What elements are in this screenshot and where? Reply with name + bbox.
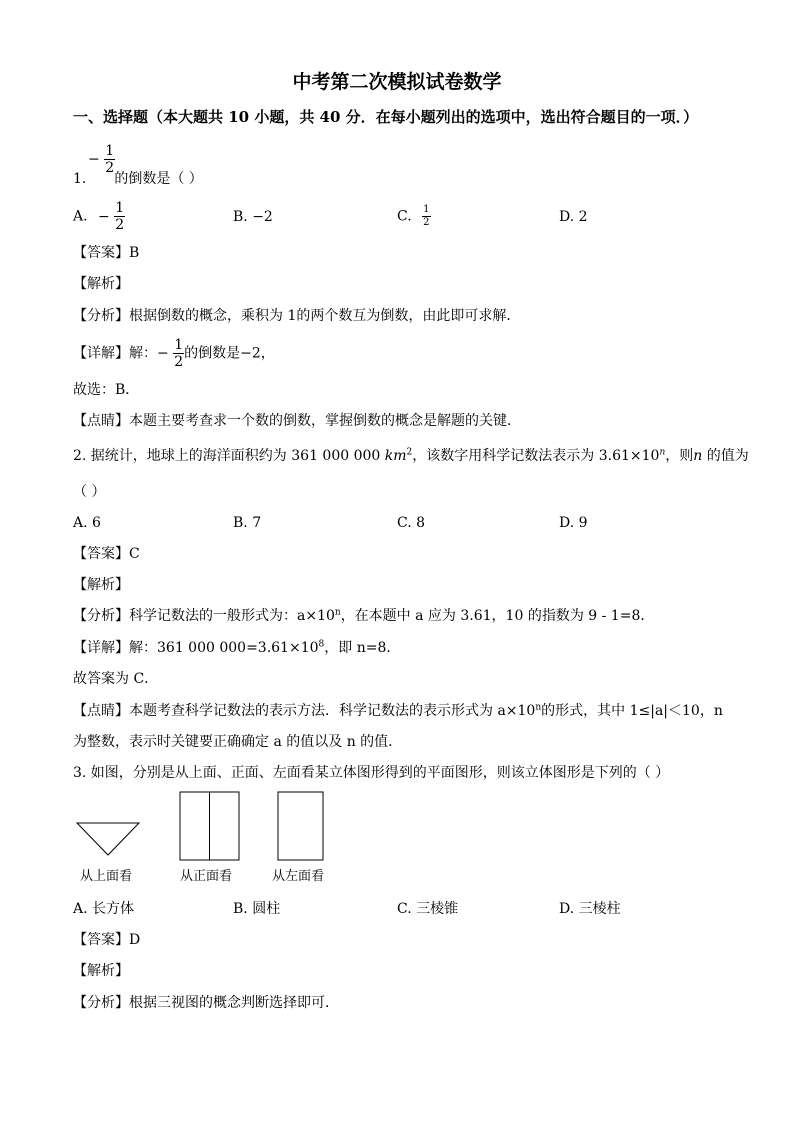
- q2-stem-part-b: ，该数字用科学记数法表示为 3.61×10: [412, 448, 660, 464]
- q2-comment-part-b: 的形式，其中 1≤|a|＜10，n: [541, 703, 723, 719]
- q1-option-a-neg: −: [98, 208, 110, 225]
- top-view-triangle: [77, 823, 139, 855]
- q2-stem-part-c: ，则: [665, 448, 694, 464]
- q3-option-a: A. 长方体: [73, 901, 135, 917]
- q1-fraction-denominator: 2: [105, 160, 115, 176]
- q1-fraction-numerator: 1: [105, 143, 115, 159]
- left-view-label: 从左面看: [272, 869, 325, 884]
- q1-option-b: B. −2: [233, 209, 273, 225]
- q1-option-a-denominator: 2: [115, 217, 125, 233]
- q3-answer: 【答案】D: [73, 932, 141, 948]
- q1-neg-sign: −: [88, 151, 100, 168]
- q2-paren: （ ）: [73, 484, 106, 500]
- q1-answer: 【答案】B: [73, 245, 140, 261]
- q1-detail-neg: −: [157, 345, 169, 362]
- q3-fenxi: 【分析】根据三视图的概念判断选择即可．: [73, 995, 339, 1011]
- q2-stem-part-d: 的值为: [702, 448, 749, 464]
- q1-option-a-label: A.: [73, 208, 88, 225]
- q1-detail-suffix: 的倒数是−2，: [184, 345, 275, 362]
- q1-stem-text: 的倒数是（ ）: [114, 171, 203, 187]
- q2-fenxi-exponent: n: [334, 607, 341, 618]
- q2-unit: km: [384, 448, 407, 464]
- q3-stem: 3. 如图，分别是从上面、正面、左面看某立体图形得到的平面图形，则该立体图形是下列的（ ）: [73, 765, 670, 781]
- q1-option-a-numerator: 1: [115, 200, 125, 216]
- q1-option-c-denominator: 2: [423, 217, 430, 228]
- q1-analysis-label: 【解析】: [73, 276, 129, 292]
- q2-comment-line2: 为整数，表示时关键要正确确定 a 的值以及 n 的值．: [73, 734, 403, 750]
- q3-option-c: C. 三棱锥: [397, 901, 459, 917]
- q1-number: 1.: [73, 171, 87, 187]
- q2-unit-exponent: 2: [406, 447, 413, 458]
- q2-stem-part-a: 2. 据统计，地球上的海洋面积约为 361 000 000: [73, 448, 385, 464]
- q2-answer: 【答案】C: [73, 546, 140, 562]
- q2-option-c: C. 8: [397, 515, 426, 531]
- section-heading: 一、选择题（本大题共 10 小题，共 40 分．在每小题列出的选项中，选出符合题目的一项．）: [73, 108, 699, 126]
- q2-detail-part-b: ，即 n=8．: [324, 640, 401, 656]
- q2-comment-exponent: n: [535, 702, 542, 713]
- q1-option-c-label: C.: [397, 208, 412, 225]
- q3-option-b: B. 圆柱: [233, 901, 281, 917]
- q1-option-c-numerator: 1: [423, 204, 430, 215]
- q1-comment: 【点睛】本题主要考查求一个数的倒数，掌握倒数的概念是解题的关键．: [73, 413, 521, 429]
- q1-choose: 故选：B．: [73, 382, 140, 398]
- page-title: 中考第二次模拟试卷数学: [292, 71, 502, 93]
- q2-option-a: A. 6: [73, 515, 101, 531]
- q1-option-d: D. 2: [559, 209, 588, 225]
- q2-option-d: D. 9: [559, 515, 588, 531]
- q1-fenxi: 【分析】根据倒数的概念，乘积为 1的两个数互为倒数，由此即可求解．: [73, 308, 521, 324]
- q1-detail-denominator: 2: [174, 354, 184, 370]
- q3-option-d: D. 三棱柱: [559, 901, 621, 917]
- q3-analysis-label: 【解析】: [73, 963, 129, 979]
- q2-detail-part-a: 【详解】解：361 000 000=3.61×10: [73, 640, 319, 656]
- q1-detail-numerator: 1: [174, 337, 184, 353]
- q2-fenxi-part-b: ，在本题中 a 应为 3.61，10 的指数为 9 - 1=8．: [340, 608, 655, 624]
- q2-option-b: B. 7: [233, 515, 262, 531]
- q2-exponent-n: n: [659, 447, 666, 458]
- q2-comment-part-a: 【点睛】本题考查科学记数法的表示方法．科学记数法的表示形式为 a×10: [73, 703, 536, 719]
- q2-detail-exponent: 8: [318, 639, 325, 650]
- q2-analysis-label: 【解析】: [73, 577, 129, 593]
- front-view-label: 从正面看: [180, 869, 233, 884]
- top-view-label: 从上面看: [80, 869, 133, 884]
- q1-detail-prefix: 【详解】解：: [73, 345, 157, 362]
- q2-fenxi-part-a: 【分析】科学记数法的一般形式为：a×10: [73, 608, 335, 624]
- q2-conclusion: 故答案为 C．: [73, 671, 159, 687]
- q2-variable-n: n: [693, 448, 703, 464]
- left-view-rectangle: [278, 792, 323, 860]
